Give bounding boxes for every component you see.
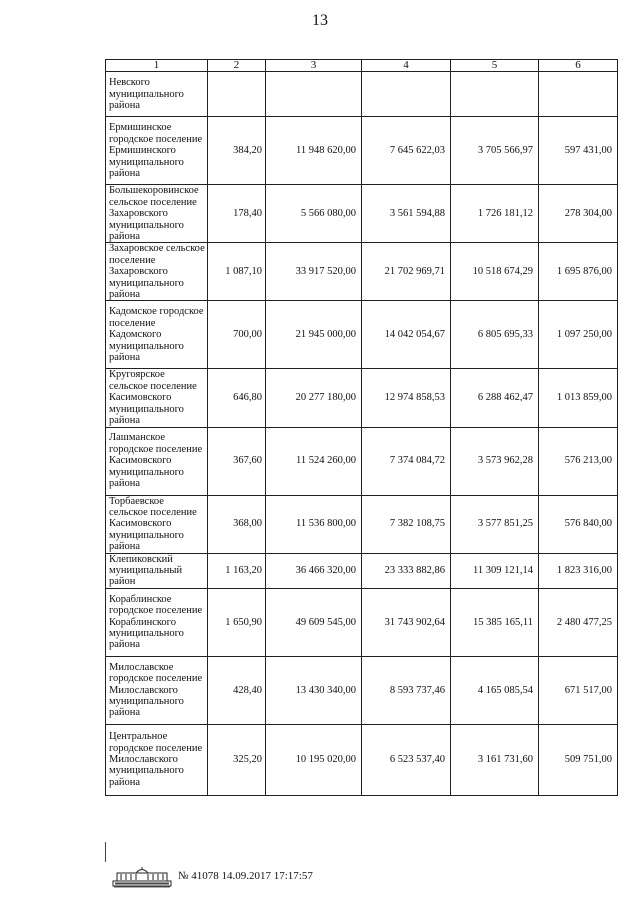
cell-municipality-name: Кругоярское сельское поселение Касимовского муниципального района [106,369,208,427]
column-header: 5 [451,60,539,72]
cell-value-col6: 597 431,00 [539,117,618,185]
cell-value-col3: 33 917 520,00 [266,243,362,301]
table-row [106,495,618,553]
cell-value-col6: 1 097 250,00 [539,301,618,369]
cell-value-col4 [362,72,451,117]
table-row [106,656,618,724]
cell-municipality-name: Ермишинское городское поселение Ермишинского муниципального района [106,117,208,185]
cell-value-col3: 11 536 800,00 [266,495,362,553]
table-row [106,301,618,369]
cell-value-col5: 1 726 181,12 [451,185,539,243]
cell-value-col2: 1 163,20 [208,553,266,588]
cell-value-col6: 576 213,00 [539,427,618,495]
table-row [106,185,618,243]
cell-value-col4: 8 593 737,46 [362,656,451,724]
cell-value-col6: 1 695 876,00 [539,243,618,301]
document-number-timestamp: 41078 14.09.2017 17:17:57 [191,870,313,882]
cell-value-col3: 10 195 020,00 [266,724,362,795]
column-header: 2 [208,60,266,72]
margin-line [105,842,106,862]
cell-value-col3: 36 466 320,00 [266,553,362,588]
cell-value-col5: 11 309 121,14 [451,553,539,588]
cell-value-col6: 1 013 859,00 [539,369,618,427]
cell-value-col2: 700,00 [208,301,266,369]
cell-value-col6: 576 840,00 [539,495,618,553]
cell-value-col3 [266,72,362,117]
table-header-row [106,60,618,72]
cell-value-col3: 11 524 260,00 [266,427,362,495]
cell-value-col6: 2 480 477,25 [539,588,618,656]
cell-value-col3: 20 277 180,00 [266,369,362,427]
cell-value-col3: 49 609 545,00 [266,588,362,656]
cell-value-col5: 3 577 851,25 [451,495,539,553]
cell-municipality-name: Клепиковский муниципальный район [106,553,208,588]
cell-value-col2: 178,40 [208,185,266,243]
cell-value-col4: 31 743 902,64 [362,588,451,656]
cell-value-col4: 12 974 858,53 [362,369,451,427]
cell-municipality-name: Центральное городское поселение Милославского муниципального района [106,724,208,795]
cell-value-col6 [539,72,618,117]
cell-value-col4: 7 374 084,72 [362,427,451,495]
cell-value-col4: 23 333 882,86 [362,553,451,588]
cell-municipality-name: Кораблинское городское поселение Кораблинского муниципального района [106,588,208,656]
page-number: 13 [312,12,328,29]
table-body [106,72,618,795]
document-footer [112,866,372,888]
cell-value-col5: 10 518 674,29 [451,243,539,301]
cell-value-col3: 5 566 080,00 [266,185,362,243]
cell-value-col2: 646,80 [208,369,266,427]
column-header: 1 [106,60,208,72]
table-row [106,588,618,656]
column-header: 4 [362,60,451,72]
table-row [106,724,618,795]
cell-value-col5 [451,72,539,117]
cell-value-col2: 367,60 [208,427,266,495]
cell-value-col5: 6 805 695,33 [451,301,539,369]
cell-value-col5: 4 165 085,54 [451,656,539,724]
table-row [106,369,618,427]
cell-value-col4: 6 523 537,40 [362,724,451,795]
cell-value-col4: 14 042 054,67 [362,301,451,369]
document-registration-line [178,870,313,882]
cell-value-col3: 13 430 340,00 [266,656,362,724]
cell-municipality-name: Лашманское городское поселение Касимовского муниципального района [106,427,208,495]
column-header: 3 [266,60,362,72]
cell-municipality-name: Невского муниципального района [106,72,208,117]
government-building-seal-icon [112,866,172,888]
cell-value-col2: 1 087,10 [208,243,266,301]
cell-value-col6: 278 304,00 [539,185,618,243]
cell-value-col4: 3 561 594,88 [362,185,451,243]
cell-value-col4: 21 702 969,71 [362,243,451,301]
cell-municipality-name: Большекоровинское сельское поселение Захаровского муниципального района [106,185,208,243]
cell-municipality-name: Милославское городское поселение Милославского муниципального района [106,656,208,724]
data-table [105,59,618,796]
cell-value-col5: 15 385 165,11 [451,588,539,656]
cell-municipality-name: Захаровское сельское поселение Захаровского муниципального района [106,243,208,301]
cell-value-col2: 368,00 [208,495,266,553]
cell-value-col2: 325,20 [208,724,266,795]
cell-value-col2 [208,72,266,117]
cell-value-col6: 671 517,00 [539,656,618,724]
table-row [106,72,618,117]
column-header: 6 [539,60,618,72]
cell-municipality-name: Кадомское городское поселение Кадомского муниципального района [106,301,208,369]
cell-value-col5: 3 705 566,97 [451,117,539,185]
table-row [106,553,618,588]
cell-value-col6: 1 823 316,00 [539,553,618,588]
table-row [106,117,618,185]
table-row [106,243,618,301]
cell-value-col4: 7 382 108,75 [362,495,451,553]
cell-value-col2: 384,20 [208,117,266,185]
cell-value-col5: 3 573 962,28 [451,427,539,495]
cell-value-col2: 1 650,90 [208,588,266,656]
cell-municipality-name: Торбаевское сельское поселение Касимовского муниципального района [106,495,208,553]
cell-value-col3: 21 945 000,00 [266,301,362,369]
table-row [106,427,618,495]
data-table-container [105,59,617,796]
cell-value-col5: 6 288 462,47 [451,369,539,427]
cell-value-col2: 428,40 [208,656,266,724]
cell-value-col5: 3 161 731,60 [451,724,539,795]
cell-value-col4: 7 645 622,03 [362,117,451,185]
cell-value-col3: 11 948 620,00 [266,117,362,185]
number-sign: № [178,870,189,882]
cell-value-col6: 509 751,00 [539,724,618,795]
